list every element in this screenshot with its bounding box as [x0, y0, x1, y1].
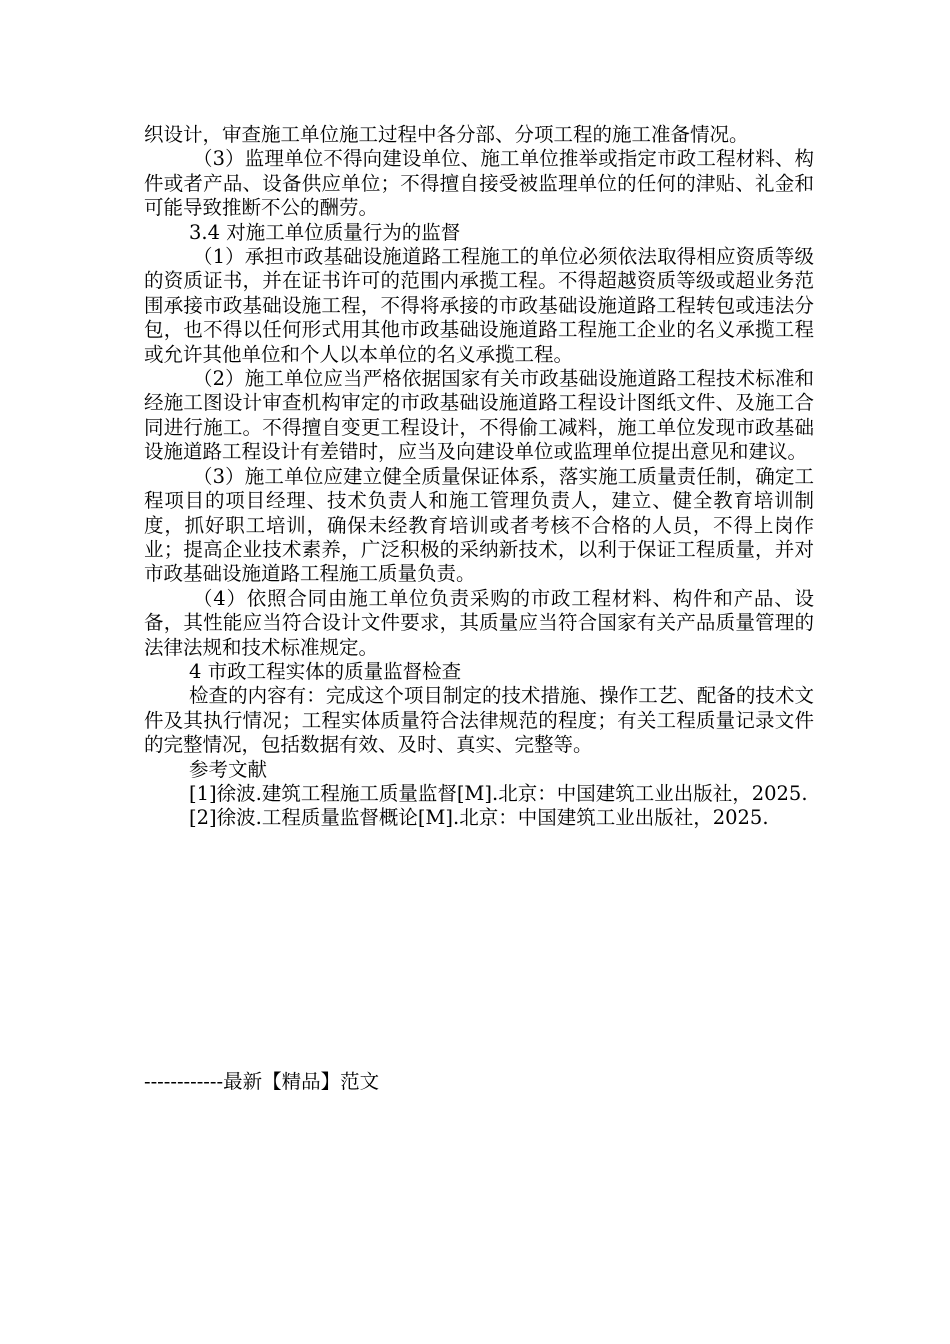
document-body [144, 123, 814, 831]
references-heading: 参考文献 [189, 757, 268, 781]
paragraph-contractor-item-3: （3）施工单位应建立健全质量保证体系，落实施工质量责任制，确定工程项目的项目经理、技术负责人和施工管理负责人，建立、健全教育培训制度，抓好职工培训，确保未经教育培训或者考核不合格的人员，不得上岗作业；提高企业技术素养，广泛积极的采纳新技术，以利于保证工程质量，并对市政基础设施道路工程施工质量负责。 [144, 464, 814, 586]
paragraph-supervision-item-3: （3）监理单位不得向建设单位、施工单位推举或指定市政工程材料、构件或者产品、设备供应单位；不得擅自接受被监理单位的任何的津贴、礼金和可能导致推断不公的酬劳。 [144, 147, 814, 220]
paragraph-contractor-item-4: （4）依照合同由施工单位负责采购的市政工程材料、构件和产品、设备，其性能应当符合设计文件要求，其质量应当符合国家有关产品质量管理的法律法规和技术标准规定。 [144, 586, 814, 659]
section-heading-4: 4 市政工程实体的质量监督检查 [189, 659, 462, 683]
paragraph-contractor-item-1: （1）承担市政基础设施道路工程施工的单位必须依法取得相应资质等级的资质证书，并在证书许可的范围内承揽工程。不得超越资质等级或超业务范围承接市政基础设施工程，不得将承接的市政基础设施道路工程转包或违法分包，也不得以任何形式用其他市政基础设施道路工程施工企业的名义承揽工程或允许其他单位和个人以本单位的名义承揽工程。 [144, 245, 814, 366]
section-heading-3-4: 3.4 对施工单位质量行为的监督 [189, 220, 461, 244]
paragraph-inspection-content: 检查的内容有：完成这个项目制定的技术措施、操作工艺、配备的技术文件及其执行情况；工程实体质量符合法律规范的程度；有关工程质量记录文件的完整情况，包括数据有效、及时、真实、完整等。 [144, 684, 814, 757]
reference-item-2: [2]徐波.工程质量监督概论[M].北京：中国建筑工业出版社，2025. [189, 806, 769, 830]
reference-item-1: [1]徐波.建筑工程施工质量监督[M].北京：中国建筑工业出版社，2025. [189, 781, 808, 805]
footer-tagline: ------------最新【精品】范文 [144, 1070, 380, 1093]
paragraph-contractor-item-2: （2）施工单位应当严格依据国家有关市政基础设施道路工程技术标准和经施工图设计审查机构审定的市政基础设施道路工程设计图纸文件、及施工合同进行施工。不得擅自变更工程设计，不得偷工减料，施工单位发现市政基础设施道路工程设计有差错时，应当及向建设单位或监理单位提出意见和建议。 [144, 367, 814, 464]
paragraph-continuation: 织设计，审查施工单位施工过程中各分部、分项工程的施工准备情况。 [144, 123, 749, 146]
